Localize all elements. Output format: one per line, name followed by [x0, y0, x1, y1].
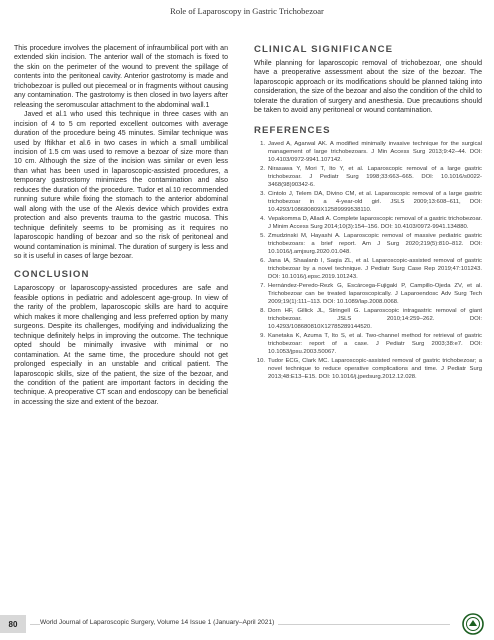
right-column — [254, 44, 482, 382]
reference-item: 7. Hernández-Peredo-Rezk G, Escárcega-Fujigaki P, Campillo-Ojeda ZV, et al. Trichobezoar can be treated laparoscopically. J Laparoendosc Adv Surg Tech 2009;19(1):111–113. DOI: 10.1089/lap.2008.0068. — [260, 282, 482, 306]
page-footer — [0, 612, 494, 640]
reference-item: 2. Nirasawa Y, Mori T, Ito Y, et al. Laparoscopic removal of a large gastric trichobezoar. J Pediatr Surg 1998;33:663–665. DOI: 10.1016/s0022-3468(98)90342-6. — [260, 165, 482, 189]
section-heading-references: REFERENCES — [254, 124, 331, 136]
reference-item: 8. Dorn HF, Gillick JL, Stringell G. Laparoscopic intragastric removal of giant trichobezoar. JSLS 2010;14:259–262. DOI: 10.4293/108680810X12785289144520. — [260, 308, 482, 331]
reference-item: 4. Vepakomma D, Alladi A. Complete laparoscopic removal of a gastric trichobezoar. J Minim Access Surg 2014;10(3):154–156. DOI: 10.4103/0972-9941.134880. — [260, 215, 482, 231]
section-heading-conclusion: CONCLUSION — [14, 269, 90, 281]
body-paragraph: This procedure involves the placement of infraumbilical port with an extended skin incision. The anterior wall of the stomach is fixed to the skin on the perimeter of the wound to prevent the spillage of contents into the peritoneal cavity. Anterior gastrotomy is made and trichobezoar is pulled out piecemeal or in fragments without causing any contamination. The gastrotomy is then closed in two layers after releasing the seromuscular attachment to the abdominal wall.1 — [14, 45, 228, 109]
reference-item: 5. Zmudzinski M, Hayashi A. Laparoscopic removal of massive pediatric gastric trichobezoars: a brief report. Am J Surg 2020;219(5):810–812. DOI: 10.1016/j.amjsurg.2020.01.048. — [260, 232, 482, 256]
reference-item: 3. Cintolo J, Telem DA, Divino CM, et al. Laparoscopic removal of a large gastric trichobezoar in a 4-year-old girl. JSLS 2009;13:608–611, DOI: 10.4293/108680809X12589999538110. — [260, 190, 482, 214]
journal-citation: World Journal of Laparoscopic Surgery, Volume 14 Issue 1 (January–April 2021) — [40, 619, 278, 626]
reference-list — [254, 140, 482, 382]
left-column — [14, 44, 228, 407]
conclusion-paragraph: Laparoscopy or laparoscopy-assisted procedures are safe and feasible options in pediatric and adolescent age-group. In view of the rarity of the problem, laparoscopic skills are hard to acquire which makes it more challenging and less preferred option by many surgeons. Despite its challenges, modifying and individualizing the technique definitely helps in improving the outcome. The technique opted should be minimally invasive with minimal or no contamination. At the same time, the procedure should not get prolonged especially in an unstable and critical patient. The laparoscopic skills, size of the patient, the size of the bezoar, and the condition of the patient are important factors in deciding the technique. A preoperative CT scan and endoscopy can be beneficial in accessing the size and extent of the bezoar. — [14, 285, 228, 406]
reference-item: 9. Kanetaka K, Azuma T, Ito S, et al. Two-channel method for retrieval of gastric trichobezoar: report of a case. J Pediatr Surg 2003;38:e7. DOI: 10.1053/jpsu.2003.50067. — [260, 333, 482, 356]
reference-item: 6. Jana IA, Shaalanb I, Saqia ZL, et al. Laparoscopic-assisted removal of gastric trichobezoar by a novel technique. J Pediatr Surg Case Rep 2019;47:101243. DOI: 10.1016/j.epsc.2019.101243. — [260, 257, 482, 281]
page-number: 80 — [0, 615, 26, 633]
publisher-logo-icon — [462, 613, 484, 635]
clinical-paragraph: While planning for laparoscopic removal of trichobezoar, one should have a preoperative assessment about the size of the bezoar. The laparoscopic approach or its modifications should be planned taking into consideration, the size of the bezoar and also the condition of the child to tolerate the duration of surgery and anesthesia. Due precautions should be taken to avoid any peritoneal or wound contamination. — [254, 60, 482, 115]
running-title: Role of Laparoscopy in Gastric Trichobezoar — [170, 6, 324, 16]
reference-item: 1. Javed A, Agarwal AK. A modified minimally invasive technique for the surgical management of large trichobezoars. J Min Access Surg 2013;9:42–44. DOI: 10.4103/0972-9941.107142. — [260, 140, 482, 164]
reference-item: 10. Tudor ECG, Clark MC. Laparoscopic-assisted removal of gastric trichobezoar; a novel technique to reduce operative complications and time. J Pediatr Surg 2013;48:E13–E15. DOI: 10.1016/j.jpedsurg.2012.12.028. — [256, 358, 482, 381]
body-paragraph: Javed et al.1 who used this technique in three cases with an incision of 4 to 5 cm reported excellent outcomes with average duration of the procedure being 45 minutes. Similar technique was used by Iftikhar et al.6 in two cases in which a small umbilical incision of 1.5 cm was used to remove a bezoar of size more than 10 cm. Although the size of the incision was similar or even less than what has been used in laparoscopic-assisted procedures, a temporary gastrostomy minimizes the contamination and also reduces the duration of the procedure. Tudor et al.10 recommended running suture while fixing the stomach to the anterior abdominal wall along with the use of the Alexis device which provides extra protection and also prevents trauma to the gastric mucosa. This technique definitely seems to be promising as it requires no laparoscopic handling of bezoar and so the risk of peritoneal and wound contamination is minimal. The duration of surgery is less and so it is useful in cases of large bezoar. — [14, 111, 228, 260]
section-heading-clinical-significance: CLINICAL SIGNIFICANCE — [254, 44, 394, 55]
